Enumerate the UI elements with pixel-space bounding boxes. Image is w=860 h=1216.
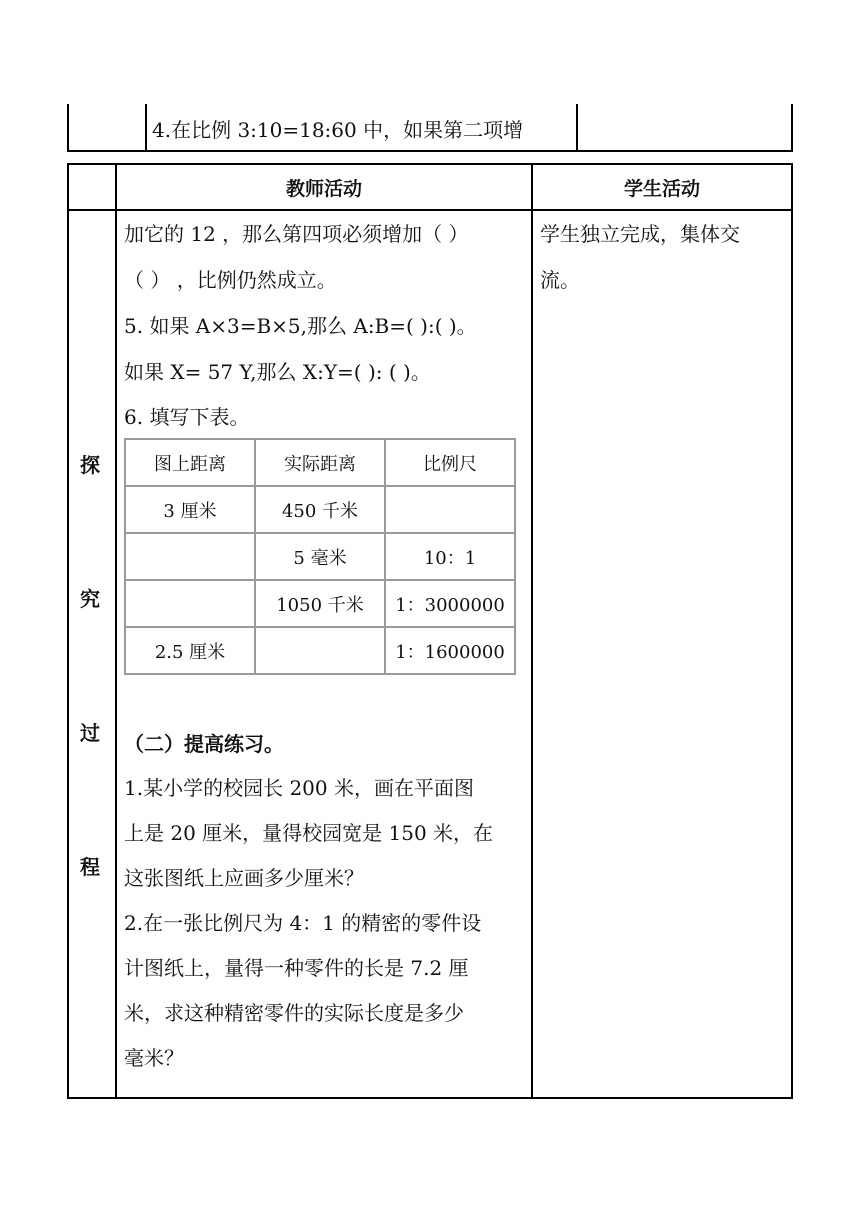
side-label-char-4: 程 — [80, 855, 100, 879]
scale-table-cell — [125, 580, 255, 627]
top-col-divider-2 — [576, 104, 578, 152]
top-right-border — [791, 104, 793, 152]
teacher-line-5: 6. 填写下表。 — [124, 405, 250, 429]
exercise-line-2: 上是 20 厘米，量得校园宽是 150 米，在 — [124, 821, 494, 845]
scale-table — [124, 438, 516, 675]
scale-table-header-row — [125, 439, 515, 486]
main-col-divider-2 — [531, 163, 533, 1099]
main-right-border — [791, 163, 793, 1099]
exercise-line-3: 这张图纸上应画多少厘米？ — [124, 866, 364, 890]
scale-table-cell: 1050 千米 — [255, 580, 385, 627]
section-title: （二）提高练习。 — [124, 732, 284, 756]
main-col-divider-1 — [115, 163, 117, 1099]
scale-table-header-actual-distance: 实际距离 — [255, 439, 385, 486]
teacher-line-4: 如果 X= 57 Y,那么 X:Y=( ): ( )。 — [124, 360, 431, 384]
teacher-line-3: 5. 如果 A×3=B×5,那么 A:B=( ):( )。 — [124, 314, 477, 338]
top-bottom-border — [67, 150, 793, 152]
scale-table-row — [125, 627, 515, 674]
scale-table-header-scale: 比例尺 — [385, 439, 515, 486]
student-line-2: 流。 — [540, 268, 580, 292]
side-label-char-1: 探 — [80, 453, 100, 477]
side-label-char-2: 究 — [80, 587, 100, 611]
header-student-activity: 学生活动 — [623, 178, 700, 200]
scale-table-cell — [125, 533, 255, 580]
main-bottom-border — [67, 1097, 793, 1099]
scale-table-cell: 1：1600000 — [385, 627, 515, 674]
exercise-line-6: 米，求这种精密零件的实际长度是多少 — [124, 1001, 464, 1025]
teacher-line-2: （ ） ，比例仍然成立。 — [124, 268, 337, 292]
main-header-bottom-border — [67, 209, 793, 211]
scale-table-cell — [255, 627, 385, 674]
scale-table-cell: 450 千米 — [255, 486, 385, 533]
scale-table-cell: 1：3000000 — [385, 580, 515, 627]
scale-table-row — [125, 533, 515, 580]
scale-table-cell: 5 毫米 — [255, 533, 385, 580]
teacher-line-1: 加它的 12 ，那么第四项必须增加（ ） — [124, 222, 469, 246]
scale-table-header-map-distance: 图上距离 — [125, 439, 255, 486]
scale-table-row — [125, 486, 515, 533]
exercise-line-4: 2.在一张比例尺为 4：1 的精密的零件设 — [124, 911, 482, 935]
top-col-divider-1 — [145, 104, 147, 152]
exercise-line-1: 1.某小学的校园长 200 米，画在平面图 — [124, 776, 474, 800]
scale-table-cell — [385, 486, 515, 533]
student-line-1: 学生独立完成，集体交 — [540, 222, 740, 246]
scale-table-cell: 10：1 — [385, 533, 515, 580]
main-left-border — [67, 163, 69, 1099]
header-teacher-activity: 教师活动 — [285, 178, 362, 200]
exercise-line-5: 计图纸上，量得一种零件的长是 7.2 厘 — [124, 956, 469, 980]
side-label-char-3: 过 — [80, 721, 100, 745]
scale-table-cell: 2.5 厘米 — [125, 627, 255, 674]
scale-table-row — [125, 580, 515, 627]
main-top-border — [67, 163, 793, 165]
exercise-line-7: 毫米？ — [124, 1046, 184, 1070]
top-fragment-text: 4.在比例 3:10=18:60 中，如果第二项增 — [152, 118, 524, 142]
scale-table-cell: 3 厘米 — [125, 486, 255, 533]
top-left-border — [67, 104, 69, 152]
